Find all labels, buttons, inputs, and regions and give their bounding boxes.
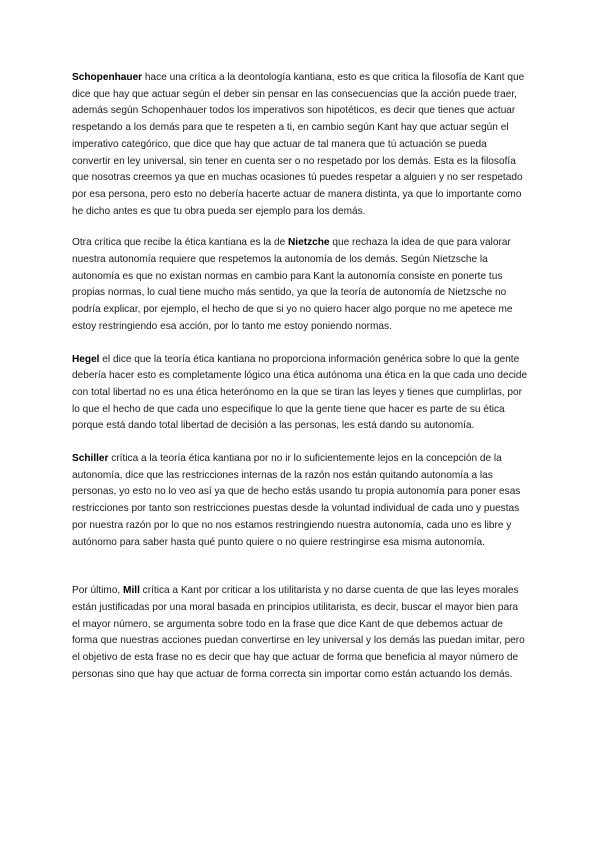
paragraph-schopenhauer [72, 70, 528, 220]
paragraph-text: el dice que la teoría ética kantiana no proporciona información genérica sobre lo que la gente debería hacer esto es completamente lógico una ética autónoma una ética en la que cada uno decide con total libertad no es una ética heterónomo en la que se tiran las leyes y tienes que cumplirlas, por lo que el hecho de que cada uno especifique lo que la gente tiene que hacer es parte de su ética porque está dando total libertad de decisión a las personas, les está dando su autonomía. [72, 353, 528, 432]
author-name-mill: Mill [123, 585, 140, 597]
paragraph-mill [72, 583, 528, 683]
paragraph-intro: Por último, [72, 585, 124, 597]
paragraph-intro: Otra crítica que recibe la ética kantiana es la de [72, 237, 289, 249]
author-name-hegel: Hegel [72, 353, 100, 365]
paragraph-text: que rechaza la idea de que para valorar nuestra autonomía requiere que respetemos la autonomía de los demás. Según Nietzsche la autonomía es que no existan normas en cambio para Kant la autonomía consiste en ponerte tus propias normas, lo cual tiene mucho más sentido, ya que la teoría de autonomía de Nietzsche no podría explicar, por ejemplo, el hecho de que si yo no quiero hacer algo porque no me apetece me estoy restringiendo esa acción, por lo tanto me estoy poniendo normas. [72, 237, 513, 332]
paragraph-text: hace una crítica a la deontología kantiana, esto es que critica la filosofía de Kant que dice que hay que actuar según el deber sin pensar en las consecuencias que la acción puede traer, además según Schopenhauer todos los imperativos son hipotéticos, es decir que tienes que actuar respetando a los demás para que te respeten a ti, en cambio según Kant hay que actuar según el imperativo categórico, que dice que hay que actuar de tal manera que tú actuación se pueda convertir en ley universal, sin tener en cuenta ser o no respetado por los demás. Esta es la filosofía que nosotras creemos ya que en muchas ocasiones tú puedes respetar a alguien y no ser respetado por esa persona, pero esto no debería hacerte actuar de manera distinta, ya que lo importante como he dicho antes es que tu obra pueda ser ejemplo para los demás. [72, 72, 525, 217]
author-name-schopenhauer: Schopenhauer [72, 72, 143, 83]
author-name-schiller: Schiller [72, 453, 109, 465]
paragraph-hegel [72, 352, 528, 436]
author-name-nietzsche: Nietzche [288, 237, 330, 249]
paragraph-text: crítica a la teoría ética kantiana por no ir lo suficientemente lejos en la concepción de la autonomía, dice que las restricciones internas de la razón nos están quitando autonomía a las personas, yo esto no lo veo así ya que de hecho estás usando tu propia autonomía para poner esas restricciones por tanto son restricciones puestas desde la voluntad individual de cada uno y puestas por nuestra razón por lo que no nos estamos restringiendo nuestra autonomía, cada uno es libre y autónomo para saber hasta qué punto quiere o no quiere restringirse esa misma autonomía. [72, 453, 521, 548]
paragraph-schiller [72, 451, 528, 551]
paragraph-nietzsche [72, 235, 528, 335]
paragraph-text: crítica a Kant por criticar a los utilitarista y no darse cuenta de que las leyes morales están justificadas por una moral basada en principios utilitarista, es decir, buscar el mayor bien para el mayor número, se argumenta sobre todo en la frase que dice Kant de que debemos actuar de forma que nuestras acciones puedan convertirse en ley universal y los demás las puedan imitar, pero el objetivo de esta frase no es decir que hay que actuar de forma que beneficia al mayor número de personas sino que hay que actuar de forma correcta sin importar como están actuando los demás. [72, 585, 525, 680]
